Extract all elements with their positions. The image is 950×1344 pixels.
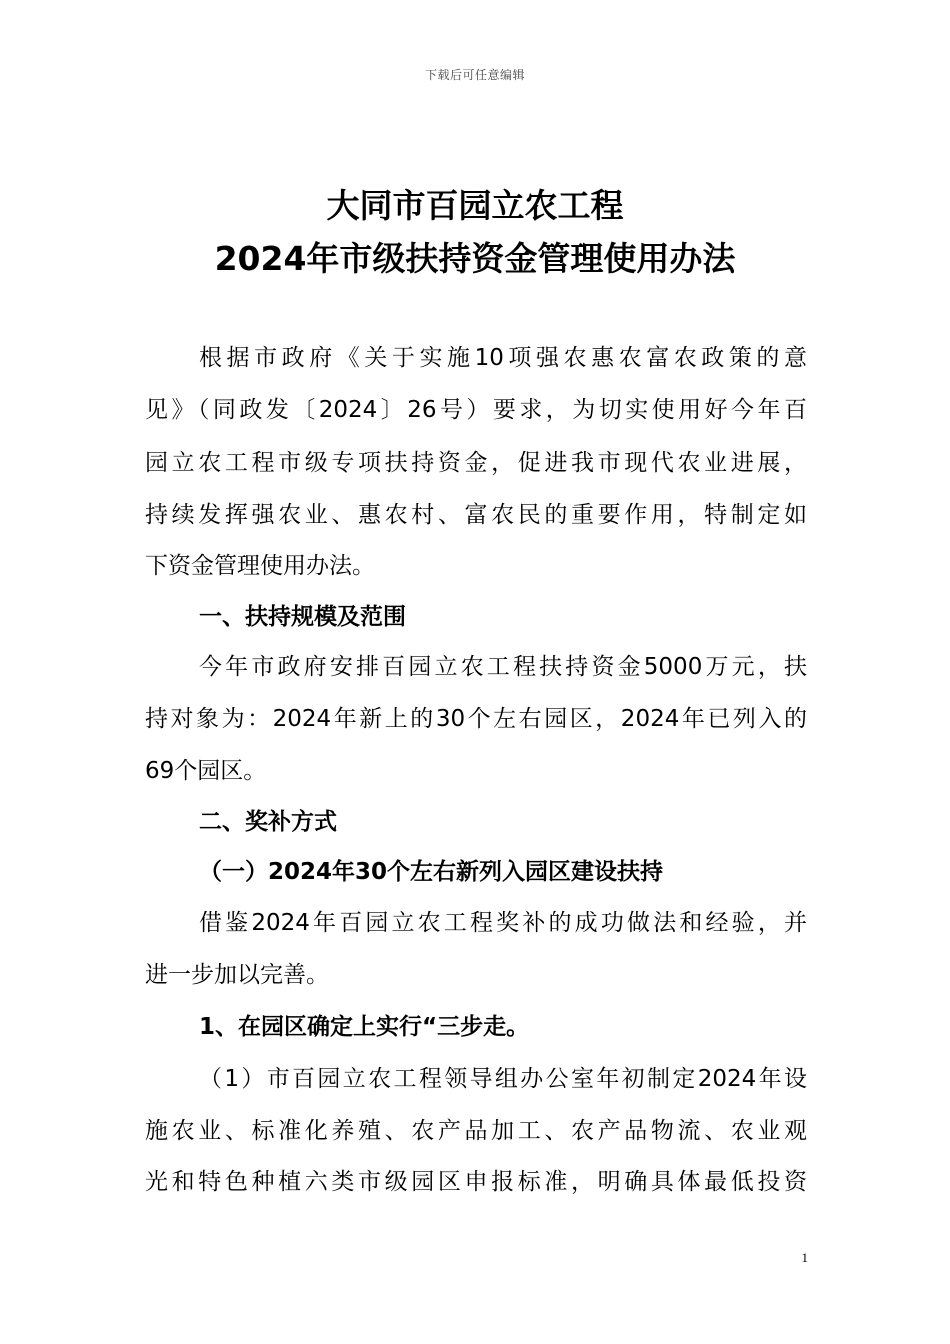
page-number: 1 bbox=[801, 1250, 808, 1265]
paragraph-line: 园立农工程市级专项扶持资金，促进我市现代农业进展， bbox=[145, 450, 807, 476]
list-item-heading: 1、在园区确定上实行“三步走。 bbox=[199, 1014, 530, 1040]
paragraph-line: 69个园区。 bbox=[145, 758, 267, 784]
paragraph-line: 今年市政府安排百园立农工程扶持资金5000万元，扶 bbox=[199, 654, 807, 680]
paragraph-line: （1）市百园立农工程领导组办公室年初制定2024年设 bbox=[199, 1066, 807, 1092]
paragraph-line: 光和特色种植六类市级园区申报标准，明确具体最低投资 bbox=[145, 1169, 807, 1195]
section-heading: 一、扶持规模及范围 bbox=[199, 604, 406, 630]
document-title-line2: 2024年市级扶持资金管理使用办法 bbox=[214, 239, 736, 278]
paragraph-line: 下资金管理使用办法。 bbox=[145, 553, 375, 579]
subsection-heading: （一）2024年30个左右新列入园区建设扶持 bbox=[199, 859, 664, 885]
paragraph-line: 见》（同政发〔2024〕26号）要求，为切实使用好今年百 bbox=[145, 397, 807, 423]
section-heading: 二、奖补方式 bbox=[199, 809, 337, 835]
paragraph-line: 持续发挥强农业、惠农村、富农民的重要作用，特制定如 bbox=[145, 502, 807, 528]
document-title-line1: 大同市百园立农工程 bbox=[326, 186, 624, 225]
header-note: 下载后可任意编辑 bbox=[424, 68, 525, 82]
paragraph-line: 借鉴2024年百园立农工程奖补的成功做法和经验，并 bbox=[199, 910, 807, 936]
paragraph-line: 施农业、标准化养殖、农产品加工、农产品物流、农业观 bbox=[145, 1118, 807, 1144]
paragraph-line: 持对象为：2024年新上的30个左右园区，2024年已列入的 bbox=[145, 706, 807, 732]
paragraph-line: 根据市政府《关于实施10项强农惠农富农政策的意 bbox=[199, 345, 807, 371]
paragraph-line: 进一步加以完善。 bbox=[145, 962, 329, 988]
